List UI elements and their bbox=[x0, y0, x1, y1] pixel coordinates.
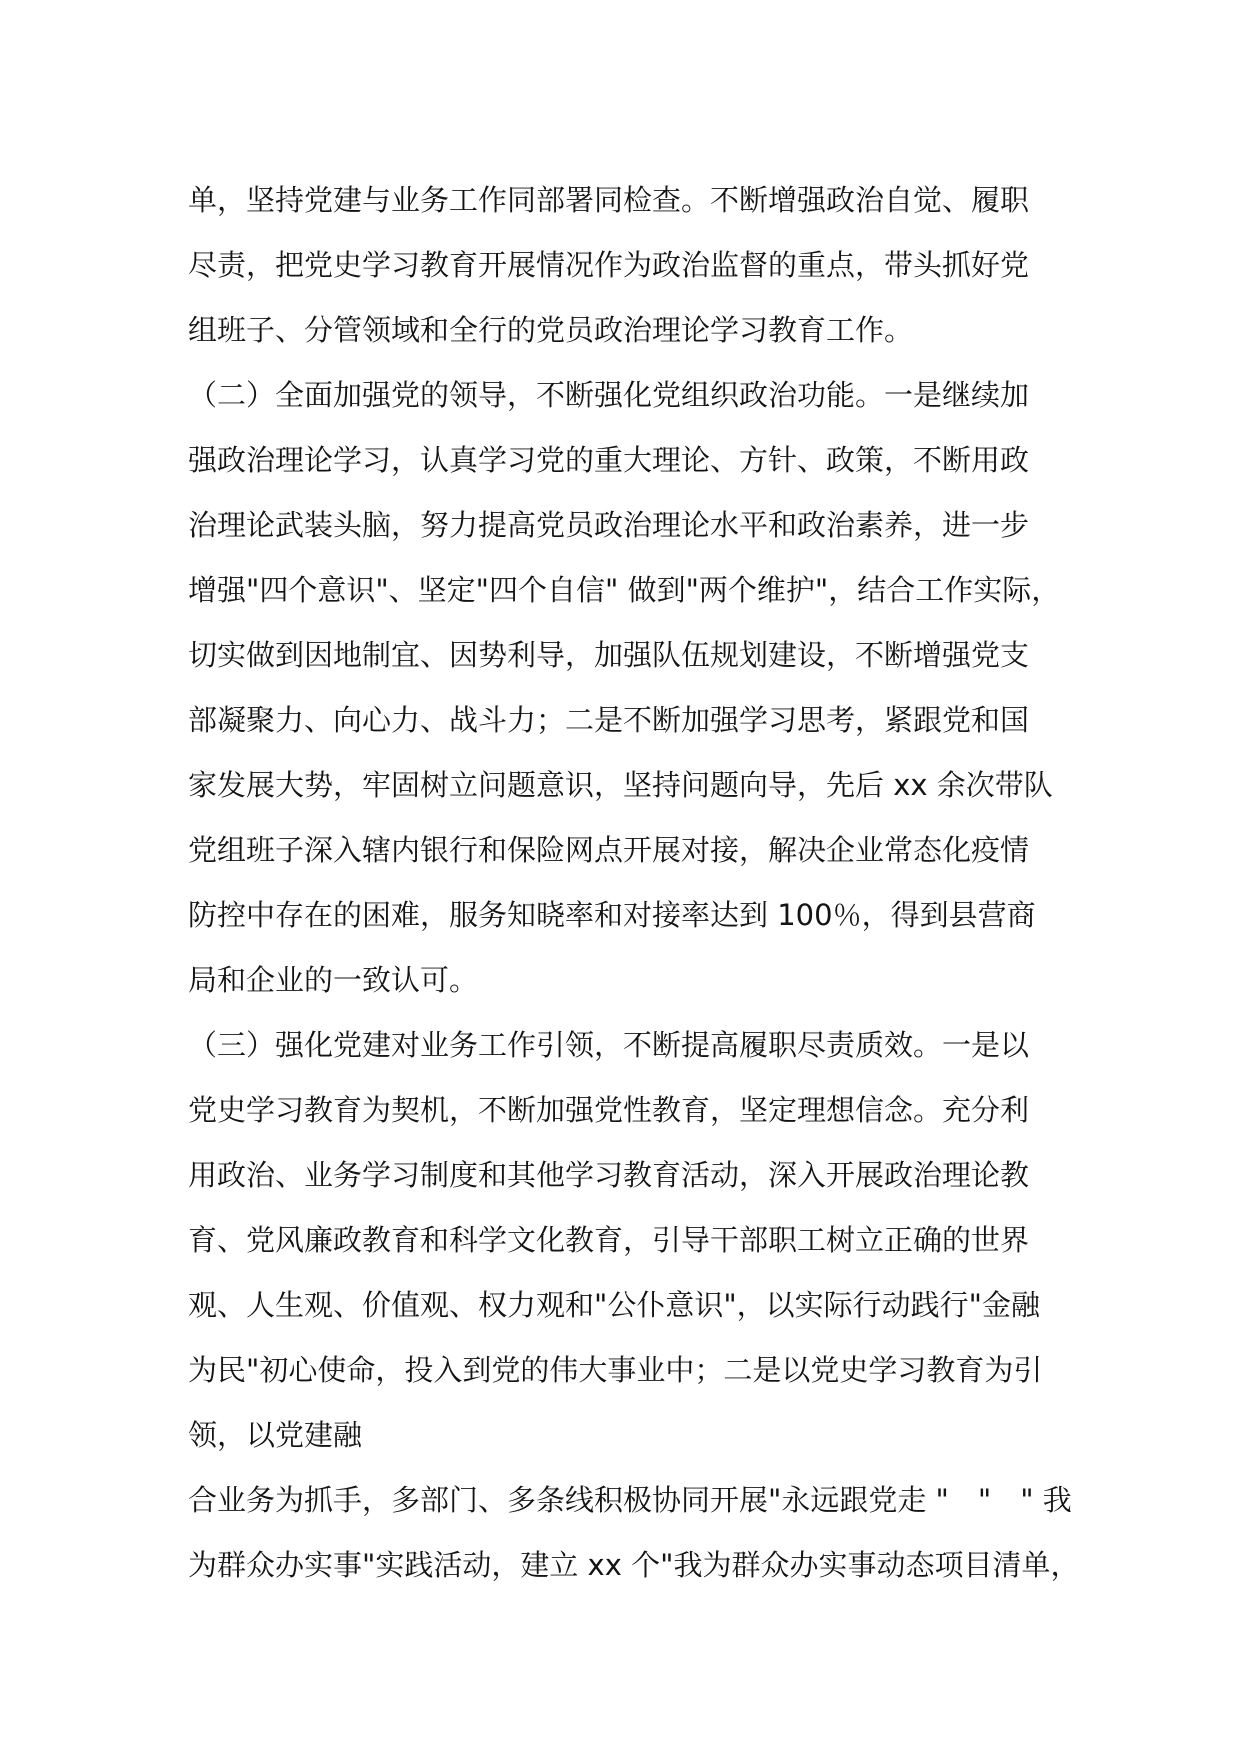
text-line: 治理论武装头脑，努力提高党员政治理论水平和政治素养，进一步 bbox=[188, 508, 1030, 542]
text-line: 增强"四个意识"、坚定"四个自信" 做到"两个维护"，结合工作实际， bbox=[188, 573, 1061, 607]
section-heading-line: （二）全面加强党的领导，不断强化党组织政治功能。一是继续加 bbox=[188, 378, 1030, 412]
text-line: 部凝聚力、向心力、战斗力；二是不断加强学习思考，紧跟党和国 bbox=[188, 703, 1030, 737]
text-line: 为群众办实事"实践活动，建立 xx 个"我为群众办实事动态项目清单， bbox=[188, 1548, 1080, 1582]
text-line: 党史学习教育为契机，不断加强党性教育，坚定理想信念。充分利 bbox=[188, 1093, 1030, 1127]
text-line: 防控中存在的困难，服务知晓率和对接率达到 100％，得到县营商 bbox=[188, 898, 1036, 932]
text-line: 育、党风廉政教育和科学文化教育，引导干部职工树立正确的世界 bbox=[188, 1223, 1030, 1257]
section-heading-line: （三）强化党建对业务工作引领，不断提高履职尽责质效。一是以 bbox=[188, 1028, 1030, 1062]
text-line: 领，以党建融 bbox=[188, 1418, 363, 1452]
text-line: 局和企业的一致认可。 bbox=[188, 963, 479, 997]
text-line: 尽责，把党史学习教育开展情况作为政治监督的重点，带头抓好党 bbox=[188, 248, 1030, 282]
text-line: 观、人生观、价值观、权力观和"公仆意识"，以实际行动践行"金融 bbox=[188, 1288, 1041, 1322]
text-line: 单，坚持党建与业务工作同部署同检查。不断增强政治自觉、履职 bbox=[188, 183, 1030, 217]
text-line: 为民"初心使命，投入到党的伟大事业中；二是以党史学习教育为引 bbox=[188, 1353, 1043, 1387]
text-line: 家发展大势，牢固树立问题意识，坚持问题向导，先后 xx 余次带队 bbox=[188, 768, 1053, 802]
text-line: 合业务为抓手，多部门、多条线积极协同开展"永远跟党走 " " " 我 bbox=[188, 1483, 1072, 1517]
text-line: 切实做到因地制宜、因势利导，加强队伍规划建设，不断增强党支 bbox=[188, 638, 1030, 672]
text-line: 用政治、业务学习制度和其他学习教育活动，深入开展政治理论教 bbox=[188, 1158, 1030, 1192]
text-line: 党组班子深入辖内银行和保险网点开展对接，解决企业常态化疫情 bbox=[188, 833, 1030, 867]
text-line: 组班子、分管领域和全行的党员政治理论学习教育工作。 bbox=[188, 313, 914, 347]
body-text bbox=[188, 168, 1080, 1598]
text-line: 强政治理论学习，认真学习党的重大理论、方针、政策，不断用政 bbox=[188, 443, 1030, 477]
